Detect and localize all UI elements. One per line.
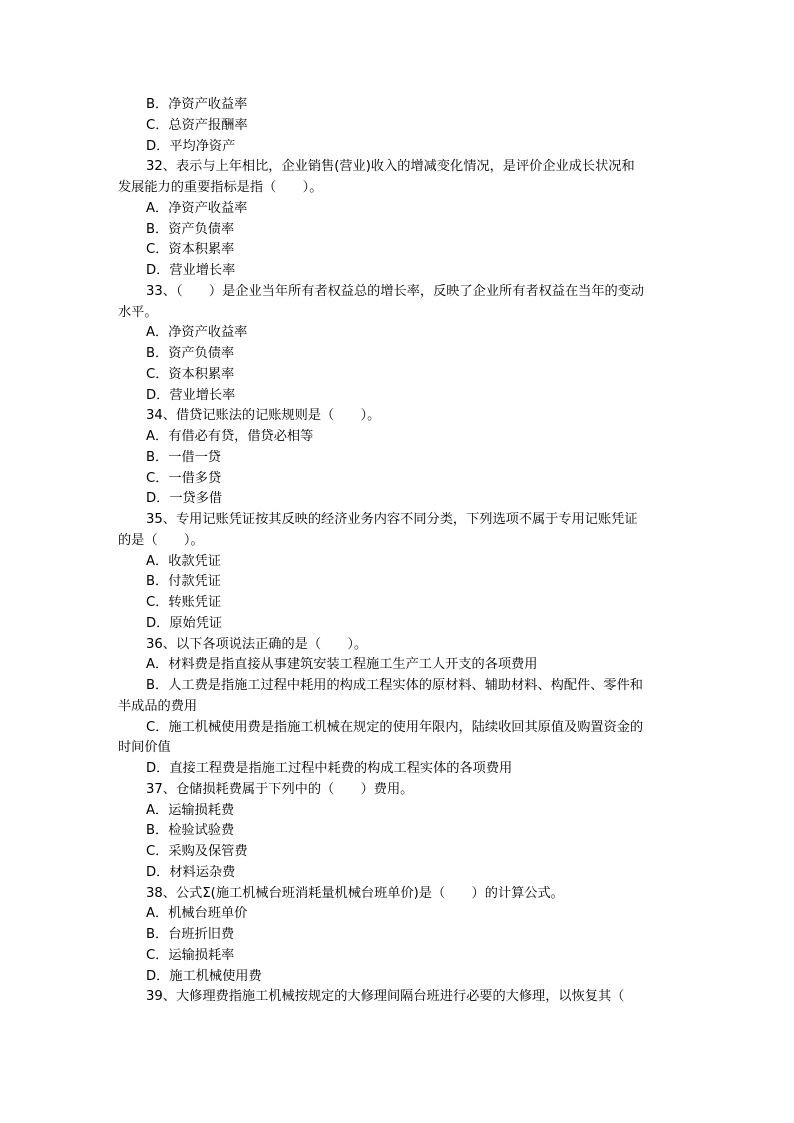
- answer-option: C．施工机械使用费是指施工机械在规定的使用年限内，陆续收回其原值及购置资金的: [146, 719, 644, 735]
- answer-option: D．营业增长率: [146, 387, 236, 403]
- question-text: 39、大修理费指施工机械按规定的大修理间隔台班进行必要的大修理，以恢复其（: [146, 989, 625, 1005]
- document-body: [118, 95, 678, 1008]
- answer-option: A．运输损耗费: [146, 802, 235, 818]
- answer-option: A．有借必有贷，借贷必相等: [146, 429, 314, 444]
- answer-option: B．台班折旧费: [146, 927, 235, 942]
- question-text-continued: 水平。: [118, 304, 158, 320]
- answer-option: A．收款凭证: [146, 553, 221, 569]
- question-text: 38、公式Σ(施工机械台班消耗量机械台班单价)是（ ）的计算公式。: [146, 885, 564, 901]
- question-text-continued: 时间价值: [118, 740, 171, 756]
- question-text: 35、专用记账凭证按其反映的经济业务内容不同分类，下列选项不属于专用记账凭证: [146, 512, 638, 527]
- answer-option: C．一借多贷: [146, 470, 222, 486]
- question-text: 36、以下各项说法正确的是（ ）。: [146, 636, 368, 652]
- question-text: 37、仓储损耗费属于下列中的（ ）费用。: [146, 781, 414, 797]
- answer-option: D．一贷多借: [146, 491, 223, 507]
- answer-option: D．平均净资产: [146, 138, 236, 154]
- question-text-continued: 发展能力的重要指标是指（ ）。: [118, 180, 323, 195]
- answer-option: D．直接工程费是指施工过程中耗费的构成工程实体的各项费用: [146, 761, 513, 776]
- answer-option: D．材料运杂费: [146, 864, 236, 880]
- answer-option: C．转账凭证: [146, 595, 222, 610]
- answer-option: B．净资产收益率: [146, 97, 248, 112]
- answer-option: D．施工机械使用费: [146, 968, 262, 984]
- answer-option: C．总资产报酬率: [146, 117, 248, 133]
- answer-option: A．材料费是指直接从事建筑安装工程施工生产工人开支的各项费用: [146, 657, 538, 673]
- question-text-continued: 的是（ ）。: [118, 532, 204, 548]
- answer-option: B．资产负债率: [146, 346, 235, 361]
- answer-option: A．净资产收益率: [146, 200, 248, 216]
- answer-option: D．原始凭证: [146, 615, 223, 631]
- answer-option: A．机械台班单价: [146, 906, 248, 922]
- answer-option: B．人工费是指施工过程中耗用的构成工程实体的原材料、辅助材料、构配件、零件和: [146, 678, 643, 693]
- answer-option: B．检验试验费: [146, 823, 235, 839]
- question-text-continued: 半成品的费用: [118, 698, 198, 714]
- answer-option: C．资本积累率: [146, 366, 235, 382]
- answer-option: D．营业增长率: [146, 263, 236, 278]
- answer-option: B．资产负债率: [146, 221, 235, 237]
- question-text: 32、表示与上年相比，企业销售(营业)收入的增减变化情况，是评价企业成长状况和: [146, 159, 635, 175]
- answer-option: C．资本积累率: [146, 242, 235, 258]
- question-text: 33、（ ）是企业当年所有者权益总的增长率，反映了企业所有者权益在当年的变动: [146, 283, 645, 299]
- answer-option: B．付款凭证: [146, 574, 221, 590]
- question-text: 34、借贷记账法的记账规则是（ ）。: [146, 408, 381, 424]
- answer-option: B．一借一贷: [146, 449, 221, 465]
- answer-option: C．采购及保管费: [146, 844, 248, 859]
- answer-option: C．运输损耗率: [146, 947, 235, 963]
- answer-option: A．净资产收益率: [146, 325, 248, 341]
